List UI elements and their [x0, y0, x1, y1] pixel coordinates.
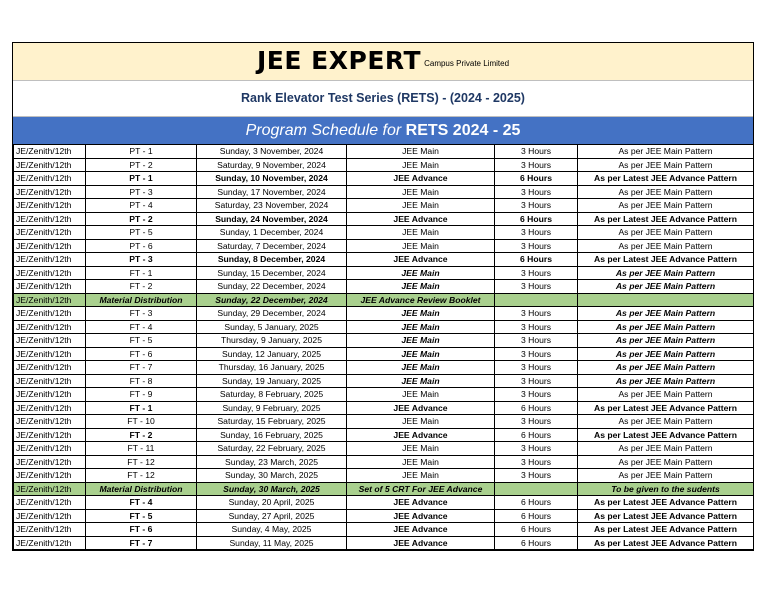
batch-cell: JE/Zenith/12th: [14, 523, 86, 537]
pattern-cell: As per JEE Main Pattern: [578, 455, 754, 469]
duration-cell: 3 Hours: [495, 239, 578, 253]
date-cell: Sunday, 5 January, 2025: [197, 320, 347, 334]
exam-cell: JEE Advance: [347, 172, 495, 186]
schedule-row: [14, 469, 754, 483]
test-cell: FT - 1: [86, 266, 197, 280]
date-cell: Sunday, 20 April, 2025: [197, 496, 347, 510]
duration-cell: 6 Hours: [495, 253, 578, 267]
schedule-row: [14, 145, 754, 159]
schedule-row: [14, 455, 754, 469]
batch-cell: JE/Zenith/12th: [14, 469, 86, 483]
pattern-cell: As per Latest JEE Advance Pattern: [578, 401, 754, 415]
duration-cell: 6 Hours: [495, 523, 578, 537]
test-cell: PT - 1: [86, 145, 197, 159]
batch-cell: JE/Zenith/12th: [14, 455, 86, 469]
schedule-row: [14, 523, 754, 537]
schedule-row: [14, 172, 754, 186]
test-cell: PT - 2: [86, 158, 197, 172]
exam-cell: JEE Main: [347, 388, 495, 402]
duration-cell: 3 Hours: [495, 469, 578, 483]
program-banner: [13, 117, 753, 144]
schedule-row: [14, 361, 754, 375]
date-cell: Sunday, 22 December, 2024: [197, 293, 347, 307]
duration-cell: 6 Hours: [495, 428, 578, 442]
pattern-cell: As per Latest JEE Advance Pattern: [578, 496, 754, 510]
duration-cell: 6 Hours: [495, 496, 578, 510]
batch-cell: JE/Zenith/12th: [14, 266, 86, 280]
exam-cell: JEE Main: [347, 347, 495, 361]
batch-cell: JE/Zenith/12th: [14, 496, 86, 510]
date-cell: Sunday, 4 May, 2025: [197, 523, 347, 537]
date-cell: Saturday, 7 December, 2024: [197, 239, 347, 253]
date-cell: Sunday, 16 February, 2025: [197, 428, 347, 442]
schedule-row: [14, 347, 754, 361]
batch-cell: JE/Zenith/12th: [14, 442, 86, 456]
date-cell: Sunday, 9 February, 2025: [197, 401, 347, 415]
pattern-cell: As per JEE Main Pattern: [578, 320, 754, 334]
duration-cell: 3 Hours: [495, 307, 578, 321]
brand-subtitle: Campus Private Limited: [424, 59, 510, 68]
schedule-row: [14, 415, 754, 429]
date-cell: Sunday, 17 November, 2024: [197, 185, 347, 199]
test-cell: FT - 5: [86, 334, 197, 348]
duration-cell: 3 Hours: [495, 185, 578, 199]
batch-cell: JE/Zenith/12th: [14, 145, 86, 159]
test-cell: FT - 5: [86, 509, 197, 523]
duration-cell: 3 Hours: [495, 280, 578, 294]
schedule-row: [14, 428, 754, 442]
test-cell: FT - 12: [86, 469, 197, 483]
exam-cell: JEE Advance Review Booklet: [347, 293, 495, 307]
test-cell: FT - 7: [86, 361, 197, 375]
exam-cell: JEE Advance: [347, 212, 495, 226]
exam-cell: JEE Main: [347, 226, 495, 240]
test-cell: PT - 4: [86, 199, 197, 213]
test-cell: PT - 2: [86, 212, 197, 226]
batch-cell: JE/Zenith/12th: [14, 185, 86, 199]
schedule-row: [14, 185, 754, 199]
duration-cell: 3 Hours: [495, 388, 578, 402]
schedule-table: [13, 144, 754, 550]
schedule-row: [14, 293, 754, 307]
exam-cell: JEE Main: [347, 320, 495, 334]
batch-cell: JE/Zenith/12th: [14, 226, 86, 240]
pattern-cell: As per JEE Main Pattern: [578, 280, 754, 294]
exam-cell: JEE Main: [347, 455, 495, 469]
test-cell: PT - 5: [86, 226, 197, 240]
schedule-row: [14, 482, 754, 496]
batch-cell: JE/Zenith/12th: [14, 401, 86, 415]
date-cell: Sunday, 22 December, 2024: [197, 280, 347, 294]
date-cell: Saturday, 23 November, 2024: [197, 199, 347, 213]
pattern-cell: As per JEE Main Pattern: [578, 334, 754, 348]
exam-cell: JEE Main: [347, 361, 495, 375]
batch-cell: JE/Zenith/12th: [14, 347, 86, 361]
test-cell: PT - 6: [86, 239, 197, 253]
exam-cell: JEE Advance: [347, 523, 495, 537]
pattern-cell: As per JEE Main Pattern: [578, 266, 754, 280]
date-cell: Sunday, 15 December, 2024: [197, 266, 347, 280]
test-cell: FT - 12: [86, 455, 197, 469]
batch-cell: JE/Zenith/12th: [14, 428, 86, 442]
pattern-cell: As per JEE Main Pattern: [578, 226, 754, 240]
batch-cell: JE/Zenith/12th: [14, 212, 86, 226]
exam-cell: JEE Main: [347, 199, 495, 213]
exam-cell: JEE Advance: [347, 536, 495, 550]
exam-cell: JEE Main: [347, 442, 495, 456]
test-cell: Material Distribution: [86, 293, 197, 307]
date-cell: Sunday, 27 April, 2025: [197, 509, 347, 523]
pattern-cell: As per Latest JEE Advance Pattern: [578, 523, 754, 537]
schedule-row: [14, 212, 754, 226]
exam-cell: JEE Main: [347, 266, 495, 280]
exam-cell: Set of 5 CRT For JEE Advance: [347, 482, 495, 496]
pattern-cell: [578, 293, 754, 307]
banner-italic-text: Program Schedule for: [245, 122, 402, 139]
test-cell: FT - 11: [86, 442, 197, 456]
pattern-cell: As per JEE Main Pattern: [578, 388, 754, 402]
schedule-row: [14, 158, 754, 172]
duration-cell: 6 Hours: [495, 212, 578, 226]
duration-cell: 3 Hours: [495, 320, 578, 334]
pattern-cell: As per JEE Main Pattern: [578, 347, 754, 361]
batch-cell: JE/Zenith/12th: [14, 536, 86, 550]
pattern-cell: As per JEE Main Pattern: [578, 158, 754, 172]
schedule-row: [14, 388, 754, 402]
exam-cell: JEE Main: [347, 374, 495, 388]
test-cell: FT - 4: [86, 320, 197, 334]
exam-cell: JEE Advance: [347, 401, 495, 415]
test-cell: PT - 3: [86, 185, 197, 199]
batch-cell: JE/Zenith/12th: [14, 334, 86, 348]
banner-bold-text: RETS 2024 - 25: [405, 122, 521, 139]
test-cell: FT - 6: [86, 523, 197, 537]
test-cell: Material Distribution: [86, 482, 197, 496]
pattern-cell: As per JEE Main Pattern: [578, 374, 754, 388]
test-cell: PT - 1: [86, 172, 197, 186]
date-cell: Saturday, 15 February, 2025: [197, 415, 347, 429]
batch-cell: JE/Zenith/12th: [14, 415, 86, 429]
pattern-cell: As per Latest JEE Advance Pattern: [578, 428, 754, 442]
duration-cell: 3 Hours: [495, 361, 578, 375]
date-cell: Sunday, 30 March, 2025: [197, 469, 347, 483]
test-cell: FT - 2: [86, 280, 197, 294]
batch-cell: JE/Zenith/12th: [14, 361, 86, 375]
schedule-row: [14, 226, 754, 240]
pattern-cell: As per JEE Main Pattern: [578, 185, 754, 199]
schedule-row: [14, 442, 754, 456]
date-cell: Sunday, 3 November, 2024: [197, 145, 347, 159]
pattern-cell: As per JEE Main Pattern: [578, 442, 754, 456]
batch-cell: JE/Zenith/12th: [14, 293, 86, 307]
exam-cell: JEE Advance: [347, 428, 495, 442]
exam-cell: JEE Main: [347, 145, 495, 159]
exam-cell: JEE Main: [347, 185, 495, 199]
pattern-cell: As per JEE Main Pattern: [578, 361, 754, 375]
date-cell: Sunday, 24 November, 2024: [197, 212, 347, 226]
schedule-row: [14, 307, 754, 321]
brand-header: [13, 43, 753, 81]
schedule-row: [14, 374, 754, 388]
pattern-cell: As per JEE Main Pattern: [578, 239, 754, 253]
test-cell: PT - 3: [86, 253, 197, 267]
pattern-cell: As per JEE Main Pattern: [578, 199, 754, 213]
duration-cell: 3 Hours: [495, 145, 578, 159]
duration-cell: 3 Hours: [495, 266, 578, 280]
date-cell: Saturday, 8 February, 2025: [197, 388, 347, 402]
exam-cell: JEE Advance: [347, 253, 495, 267]
duration-cell: 3 Hours: [495, 374, 578, 388]
test-cell: FT - 10: [86, 415, 197, 429]
test-cell: FT - 3: [86, 307, 197, 321]
schedule-row: [14, 239, 754, 253]
series-title: Rank Elevator Test Series (RETS) - (2024 - 2025): [13, 81, 753, 117]
date-cell: Sunday, 11 May, 2025: [197, 536, 347, 550]
date-cell: Thursday, 9 January, 2025: [197, 334, 347, 348]
pattern-cell: As per Latest JEE Advance Pattern: [578, 212, 754, 226]
date-cell: Saturday, 22 February, 2025: [197, 442, 347, 456]
duration-cell: 6 Hours: [495, 401, 578, 415]
pattern-cell: As per Latest JEE Advance Pattern: [578, 172, 754, 186]
schedule-row: [14, 334, 754, 348]
duration-cell: 3 Hours: [495, 347, 578, 361]
exam-cell: JEE Advance: [347, 509, 495, 523]
batch-cell: JE/Zenith/12th: [14, 509, 86, 523]
batch-cell: JE/Zenith/12th: [14, 199, 86, 213]
exam-cell: JEE Main: [347, 158, 495, 172]
schedule-row: [14, 536, 754, 550]
duration-cell: 3 Hours: [495, 158, 578, 172]
date-cell: Sunday, 19 January, 2025: [197, 374, 347, 388]
schedule-row: [14, 509, 754, 523]
duration-cell: 6 Hours: [495, 509, 578, 523]
date-cell: Sunday, 8 December, 2024: [197, 253, 347, 267]
schedule-row: [14, 280, 754, 294]
duration-cell: [495, 293, 578, 307]
schedule-row: [14, 253, 754, 267]
test-cell: FT - 4: [86, 496, 197, 510]
batch-cell: JE/Zenith/12th: [14, 280, 86, 294]
pattern-cell: As per JEE Main Pattern: [578, 469, 754, 483]
test-cell: FT - 9: [86, 388, 197, 402]
brand-logo: JEE EXPERT: [256, 46, 422, 75]
test-cell: FT - 2: [86, 428, 197, 442]
batch-cell: JE/Zenith/12th: [14, 320, 86, 334]
test-cell: FT - 1: [86, 401, 197, 415]
duration-cell: 3 Hours: [495, 415, 578, 429]
pattern-cell: As per JEE Main Pattern: [578, 307, 754, 321]
date-cell: Sunday, 29 December, 2024: [197, 307, 347, 321]
exam-cell: JEE Main: [347, 469, 495, 483]
schedule-row: [14, 496, 754, 510]
date-cell: Sunday, 10 November, 2024: [197, 172, 347, 186]
batch-cell: JE/Zenith/12th: [14, 482, 86, 496]
duration-cell: 3 Hours: [495, 199, 578, 213]
duration-cell: 6 Hours: [495, 172, 578, 186]
schedule-row: [14, 266, 754, 280]
pattern-cell: As per Latest JEE Advance Pattern: [578, 253, 754, 267]
duration-cell: 6 Hours: [495, 536, 578, 550]
pattern-cell: As per JEE Main Pattern: [578, 415, 754, 429]
exam-cell: JEE Main: [347, 239, 495, 253]
date-cell: Saturday, 9 November, 2024: [197, 158, 347, 172]
schedule-row: [14, 401, 754, 415]
duration-cell: 3 Hours: [495, 455, 578, 469]
schedule-row: [14, 320, 754, 334]
schedule-row: [14, 199, 754, 213]
schedule-sheet: [12, 42, 754, 551]
batch-cell: JE/Zenith/12th: [14, 172, 86, 186]
date-cell: Sunday, 30 March, 2025: [197, 482, 347, 496]
exam-cell: JEE Main: [347, 307, 495, 321]
batch-cell: JE/Zenith/12th: [14, 239, 86, 253]
test-cell: FT - 7: [86, 536, 197, 550]
duration-cell: 3 Hours: [495, 442, 578, 456]
schedule-body: [14, 145, 754, 550]
date-cell: Sunday, 23 March, 2025: [197, 455, 347, 469]
pattern-cell: As per Latest JEE Advance Pattern: [578, 536, 754, 550]
exam-cell: JEE Advance: [347, 496, 495, 510]
test-cell: FT - 8: [86, 374, 197, 388]
batch-cell: JE/Zenith/12th: [14, 388, 86, 402]
batch-cell: JE/Zenith/12th: [14, 253, 86, 267]
batch-cell: JE/Zenith/12th: [14, 158, 86, 172]
date-cell: Thursday, 16 January, 2025: [197, 361, 347, 375]
date-cell: Sunday, 12 January, 2025: [197, 347, 347, 361]
exam-cell: JEE Main: [347, 280, 495, 294]
date-cell: Sunday, 1 December, 2024: [197, 226, 347, 240]
pattern-cell: To be given to the sudents: [578, 482, 754, 496]
pattern-cell: As per JEE Main Pattern: [578, 145, 754, 159]
batch-cell: JE/Zenith/12th: [14, 307, 86, 321]
test-cell: FT - 6: [86, 347, 197, 361]
duration-cell: [495, 482, 578, 496]
exam-cell: JEE Main: [347, 334, 495, 348]
batch-cell: JE/Zenith/12th: [14, 374, 86, 388]
duration-cell: 3 Hours: [495, 334, 578, 348]
exam-cell: JEE Main: [347, 415, 495, 429]
pattern-cell: As per Latest JEE Advance Pattern: [578, 509, 754, 523]
duration-cell: 3 Hours: [495, 226, 578, 240]
